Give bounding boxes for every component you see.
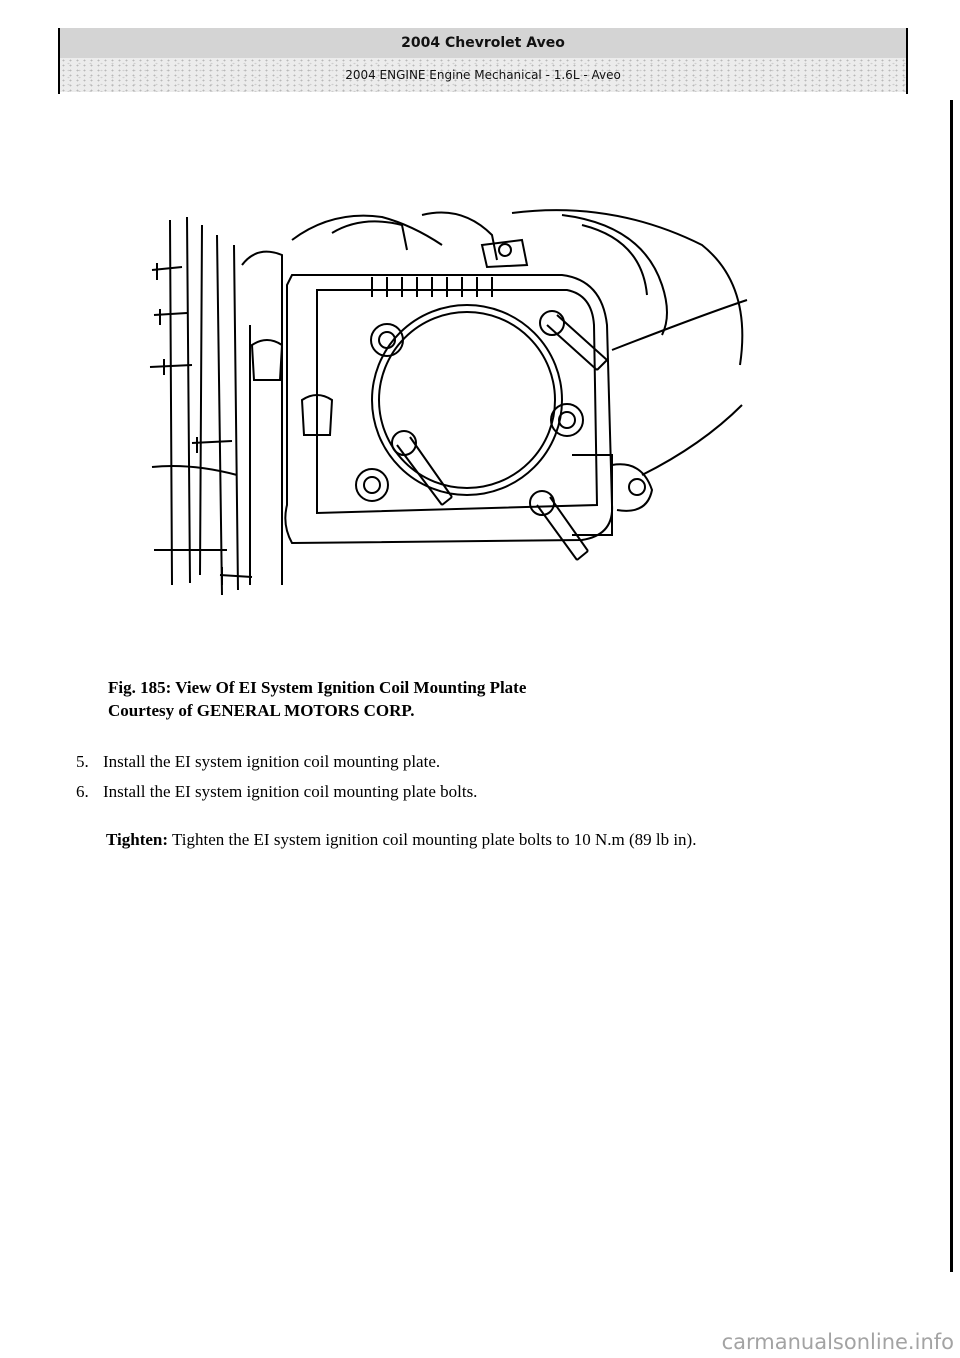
page-header bbox=[58, 28, 908, 94]
header-title: 2004 Chevrolet Aveo bbox=[60, 28, 906, 58]
torque-spec-text: Tighten the EI system ignition coil mounting plate bolts to 10 N.m (89 lb in). bbox=[172, 830, 697, 849]
right-margin-rule bbox=[950, 100, 953, 1272]
header-subtitle: 2004 ENGINE Engine Mechanical - 1.6L - Aveo bbox=[60, 58, 906, 92]
step-item bbox=[76, 782, 477, 802]
step-number: 5. bbox=[76, 752, 89, 771]
step-text: Install the EI system ignition coil mounting plate. bbox=[103, 752, 441, 771]
step-text: Install the EI system ignition coil mounting plate bolts. bbox=[103, 782, 478, 801]
figure-caption-title: Fig. 185: View Of EI System Ignition Coil Mounting Plate bbox=[108, 678, 527, 697]
step-item bbox=[76, 752, 440, 772]
torque-spec-label: Tighten: bbox=[106, 830, 169, 849]
figure-caption bbox=[108, 676, 526, 722]
step-number: 6. bbox=[76, 782, 89, 801]
ignition-coil-plate-illustration bbox=[142, 205, 762, 600]
figure-caption-credit: Courtesy of GENERAL MOTORS CORP. bbox=[108, 701, 415, 720]
site-watermark: carmanualsonline.info bbox=[721, 1330, 954, 1354]
torque-spec bbox=[106, 830, 696, 850]
